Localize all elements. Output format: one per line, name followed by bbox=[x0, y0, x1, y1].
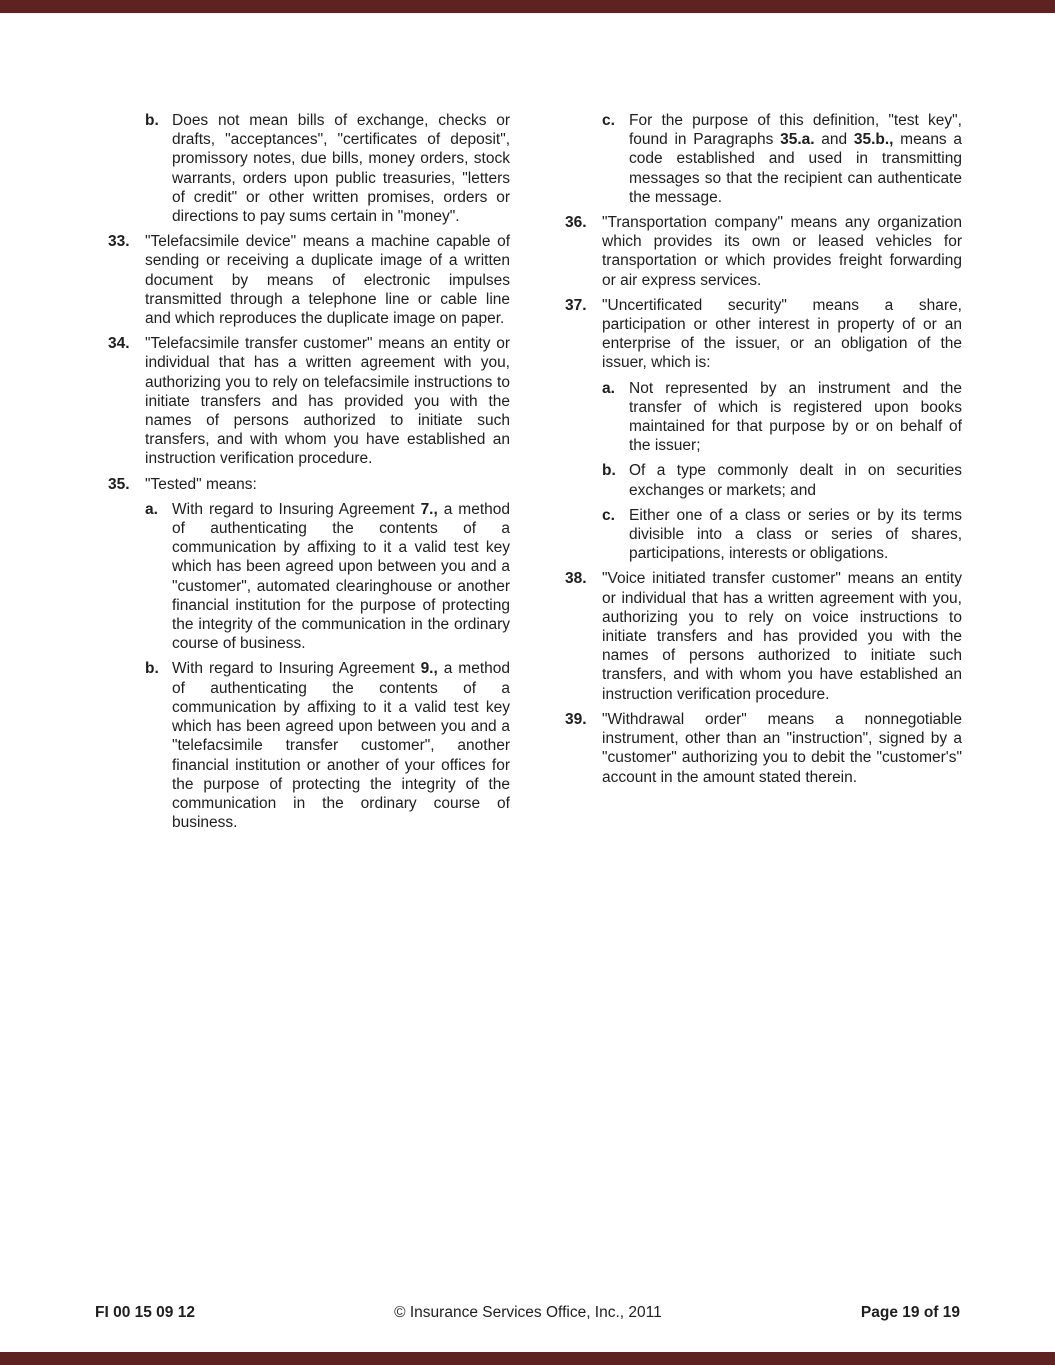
item-text: Of a type commonly dealt in on securities exchanges or markets; and bbox=[629, 462, 962, 499]
item-text: "Telefacsimile device" means a machine capable of sending or receiving a duplicate image of a written document by means of electronic impulses transmitted through a telephone line or cable line and which reproduces the duplicate image on paper. bbox=[145, 233, 510, 328]
right-column bbox=[565, 111, 962, 838]
item-label: a. bbox=[145, 500, 158, 518]
item-text: "Withdrawal order" means a nonnegotiable instrument, other than an "instruction", signed by a "customer" authorizing you to debit the "customer's" account in the amount stated therein. bbox=[602, 710, 962, 786]
item-label: c. bbox=[602, 112, 615, 129]
numbered-item bbox=[565, 569, 962, 703]
numbered-item bbox=[108, 334, 510, 468]
page-number: Page 19 of 19 bbox=[860, 1304, 960, 1321]
item-label: 36. bbox=[565, 214, 587, 232]
item-label: 35. bbox=[108, 475, 130, 493]
form-number: FI 00 15 09 12 bbox=[95, 1304, 195, 1321]
lettered-sub-item bbox=[602, 506, 962, 564]
item-text: With regard to Insuring Agreement 9., a method of authenticating the contents of a communication by affixing to it a valid test key which has been agreed upon between you and a "telefacsimile transfer customer", another financial institution or another of your offices for the purpose of protecting the integrity of the communication in the ordinary course of business. bbox=[172, 660, 511, 832]
item-label: 33. bbox=[108, 233, 130, 251]
item-text: "Telefacsimile transfer customer" means an entity or individual that has a written agreement with you, authorizing you to rely on telefacsimile instructions to initiate transfers and has provided you with the names of persons authorized to initiate such transfers, and with whom you have established an instruction verification procedure. bbox=[145, 335, 510, 468]
lettered-sub-item bbox=[602, 379, 962, 456]
item-label: b. bbox=[145, 660, 159, 678]
item-text: "Tested" means: bbox=[145, 475, 257, 493]
item-text: For the purpose of this definition, "test key", found in Paragraphs 35.a. and 35.b., means a code established and used in transmitting messages so that the recipient can authenticate the message. bbox=[629, 112, 963, 206]
numbered-item bbox=[108, 232, 510, 328]
copyright-notice: © Insurance Services Office, Inc., 2011 bbox=[394, 1304, 662, 1321]
left-column bbox=[108, 111, 510, 838]
item-text: Either one of a class or series or by its terms divisible into a class or series of shares, participations, interests or obligations. bbox=[629, 506, 962, 563]
item-text: Not represented by an instrument and the transfer of which is registered upon books maintained for that purpose by or on behalf of the issuer; bbox=[629, 379, 962, 455]
item-text: "Transportation company" means any organization which provides its own or leased vehicles for transportation or which provides freight forwarding or air express services. bbox=[602, 214, 962, 289]
lettered-sub-item bbox=[145, 111, 510, 226]
item-text: With regard to Insuring Agreement 7., a method of authenticating the contents of a communication by affixing to it a valid test key which has been agreed upon between you and a "customer", automated clearinghouse or another financial institution for the purpose of protecting the integrity of the communication in the ordinary course of business. bbox=[172, 500, 511, 653]
item-label: b. bbox=[145, 112, 159, 129]
lettered-sub-item bbox=[602, 461, 962, 499]
numbered-item bbox=[565, 296, 962, 373]
item-text: "Voice initiated transfer customer" means an entity or individual that has a written agreement with you, authorizing you to rely on voice instructions to initiate transfers and has provided you with the names of persons authorized to initiate such transfers, and with whom you have established an instruction verification procedure. bbox=[602, 570, 962, 703]
lettered-sub-item bbox=[145, 500, 510, 654]
item-label: 39. bbox=[565, 710, 587, 728]
item-text: Does not mean bills of exchange, checks or drafts, "acceptances", "certificates of deposit", promissory notes, due bills, money orders, stock warrants, orders upon public treasuries, "letters of credit" or other written promises, orders or directions to pay sums certain in "money". bbox=[172, 112, 510, 226]
lettered-sub-item bbox=[602, 111, 962, 207]
item-label: 38. bbox=[565, 570, 587, 588]
item-label: 34. bbox=[108, 335, 130, 353]
item-label: a. bbox=[602, 379, 615, 397]
numbered-item bbox=[565, 213, 962, 290]
numbered-item bbox=[108, 475, 510, 494]
document-body bbox=[108, 111, 962, 838]
page-footer bbox=[95, 1303, 960, 1322]
numbered-item bbox=[565, 710, 962, 787]
item-text: "Uncertificated security" means a share, participation or other interest in property of or an enterprise of the issuer, or an obligation of the issuer, which is: bbox=[602, 296, 962, 372]
item-label: b. bbox=[602, 462, 616, 480]
lettered-sub-item bbox=[145, 659, 510, 832]
item-label: 37. bbox=[565, 296, 587, 314]
item-label: c. bbox=[602, 506, 615, 524]
bottom-edge-bar bbox=[0, 1352, 1055, 1365]
top-edge-bar bbox=[0, 0, 1055, 13]
